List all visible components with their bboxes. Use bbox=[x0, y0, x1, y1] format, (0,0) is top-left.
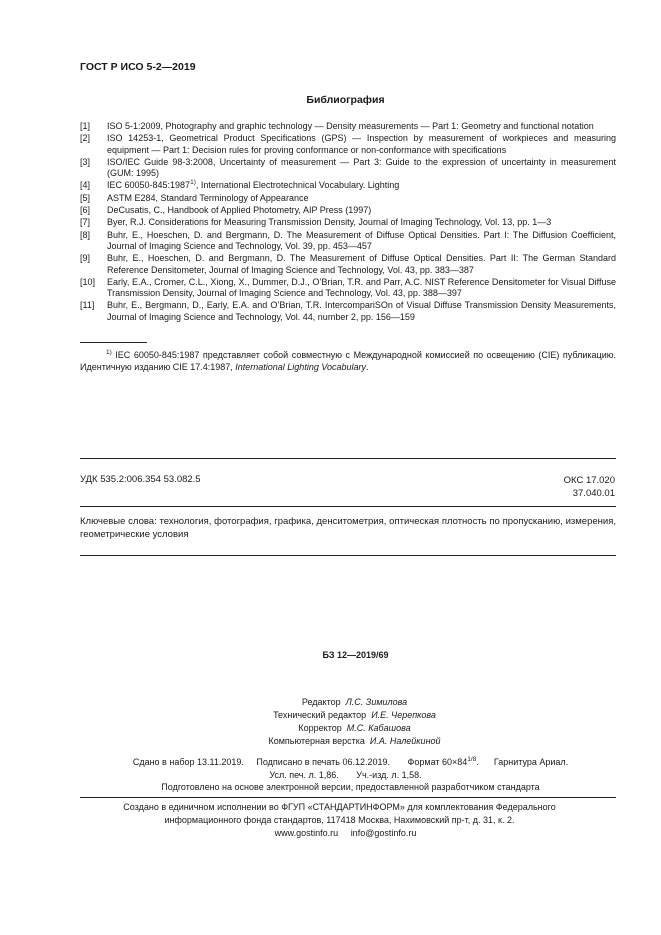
divider-bottom bbox=[80, 555, 616, 556]
reference-number: [10] bbox=[80, 276, 96, 287]
bz-number: БЗ 12—2019/69 bbox=[322, 650, 389, 660]
staff-layout bbox=[0, 735, 661, 748]
keywords: Ключевые слова: технология, фотография, графика, денситометрия, оптическая плотность по пропусканию, измерения, геометрические условия bbox=[80, 516, 616, 540]
footnote-reference: 1) bbox=[190, 179, 196, 187]
reference-text: ASTM E284, Standard Terminology of Appearance bbox=[107, 192, 309, 203]
staff-role: Компьютерная верстка bbox=[268, 736, 365, 746]
staff-name: М.С. Кабашова bbox=[346, 723, 411, 733]
document-code: ГОСТ Р ИСО 5-2—2019 bbox=[80, 61, 196, 73]
reference-text-main: IEC 60050-845:1987 bbox=[107, 180, 191, 191]
staff-name: И.Е. Черепкова bbox=[371, 710, 436, 720]
format-fraction: 1/8 bbox=[467, 756, 477, 763]
reference-number: [9] bbox=[80, 253, 91, 264]
footnote-divider bbox=[80, 342, 147, 343]
staff-role: Технический редактор bbox=[273, 710, 367, 720]
reference-number: [7] bbox=[80, 217, 91, 228]
bibliography-list bbox=[80, 121, 616, 324]
reference-text: ISO 5-1:2009, Photography and graphic technology — Density measurements — Part 1: Geometry and functional notation bbox=[107, 121, 594, 131]
reference-item bbox=[80, 193, 616, 204]
footnote-mark: 1) bbox=[106, 349, 112, 356]
reference-number: [6] bbox=[80, 205, 91, 216]
staff-name: И.А. Налейкиной bbox=[369, 736, 441, 746]
reference-item bbox=[80, 230, 616, 253]
reference-item bbox=[80, 180, 616, 191]
reference-number: [11] bbox=[80, 300, 95, 311]
typeface: Гарнитура Ариал. bbox=[493, 757, 569, 767]
publishing-line-3: Подготовлено на основе электронной версии, предоставленной разработчиком стандарта bbox=[161, 782, 540, 792]
reference-text: Buhr, E., Hoeschen, D. and Bergmann, D. The Measurement of Diffuse Optical Densities. Part II: The German Standard Reference Densitometer, Journal of Imaging Science and Technology, Vol. 43, pp. 383—387 bbox=[107, 253, 616, 275]
signed-date: Подписано в печать 06.12.2019. bbox=[256, 757, 391, 767]
reference-number: [5] bbox=[80, 192, 91, 203]
reference-text: DeCusatis, C., Handbook of Applied Photometry, AIP Press (1997) bbox=[107, 205, 372, 216]
footnote-end: . bbox=[366, 362, 369, 372]
reference-text bbox=[107, 180, 616, 191]
divider-top bbox=[80, 458, 616, 459]
reference-item bbox=[80, 157, 616, 180]
reference-text-rest: , International Electrotechnical Vocabulary. Lighting bbox=[195, 180, 400, 191]
divider-middle bbox=[80, 506, 616, 507]
oks-code bbox=[535, 474, 615, 500]
reference-text: ISO 14253-1, Geometrical Product Specifications (GPS) — Inspection by measurement of workpieces and measuring equipment — Part 1: Decision rules for proving conformance or non-conformance with specifications bbox=[107, 133, 616, 155]
footnote-italic: International Lighting Vocabulary bbox=[235, 362, 367, 372]
footnote-text: IEC 60050-845:1987 представляет собой совместную с Международной комиссией по освещению (CIE) публикацию. Идентичную изданию CIE 17.4:1987, bbox=[80, 350, 616, 372]
staff-editor bbox=[0, 696, 661, 709]
colophon-line-2: информационного фонда стандартов, 117418 Москва, Нахимовский пр-т, д. 31, к. 2. bbox=[164, 815, 515, 825]
reference-item bbox=[80, 133, 616, 156]
reference-text: Buhr, E., Hoeschen, D. and Bergmann, D. The Measurement of Diffuse Optical Densities. Part I: The Diffusion Coefficient, Journal of Imaging Science and Technology, Vol. 39, pp. 453—457 bbox=[107, 229, 616, 251]
oks-line-2: 37.040.01 bbox=[572, 488, 615, 499]
reference-number: [1] bbox=[80, 121, 91, 131]
reference-item bbox=[80, 277, 616, 300]
publishing-line-1 bbox=[0, 756, 661, 769]
reference-text: Byer, R.J. Considerations for Measuring Transmission Density, Journal of Imaging Technology, Vol. 13, pp. 1—3 bbox=[107, 217, 552, 228]
divider-colophon bbox=[80, 797, 616, 798]
reference-item bbox=[80, 205, 616, 216]
staff-role: Корректор bbox=[298, 723, 342, 733]
format: Формат 60×84 bbox=[407, 757, 468, 767]
reference-item bbox=[80, 253, 616, 276]
oks-line-1: ОКС 17.020 bbox=[563, 475, 615, 486]
publisher-sheets: Уч.-изд. л. 1,58. bbox=[356, 770, 422, 780]
reference-text: Buhr, E., Bergmann, D., Early, E.A. and O’Brian, T.R. IntercompariSOn of Visual Diffuse Transmission Density Measurements, Journal of Imaging Science and Technology, Vol. 44, number 2, pp. 156—159 bbox=[107, 300, 616, 322]
footnote bbox=[80, 349, 616, 373]
reference-number: [4] bbox=[80, 180, 91, 191]
print-sheets: Усл. печ. л. 1,86. bbox=[269, 770, 339, 780]
reference-number: [3] bbox=[80, 156, 91, 167]
staff-role: Редактор bbox=[301, 697, 341, 707]
submitted-date: Сдано в набор 13.11.2019. bbox=[132, 757, 244, 767]
staff-name: Л.С. Зимилова bbox=[345, 697, 408, 707]
colophon-links bbox=[0, 827, 661, 840]
reference-text: ISO/IEC Guide 98-3:2008, Uncertainty of measurement — Part 3: Guide to the expression of uncertainty in measurement (GUM: 1995) bbox=[107, 156, 616, 179]
format-end: . bbox=[476, 757, 479, 767]
staff-proofreader bbox=[0, 722, 661, 735]
bibliography-title: Библиография bbox=[306, 94, 385, 106]
reference-item bbox=[80, 121, 616, 132]
email-link[interactable]: info@gostinfo.ru bbox=[350, 828, 417, 838]
colophon-line-1: Создано в единичном исполнении во ФГУП «СТАНДАРТИНФОРМ» для комплектования Федерального bbox=[123, 802, 556, 812]
reference-item bbox=[80, 300, 616, 323]
reference-text: Early, E.A., Cromer, C.L., Xiong, X., Dummer, D.J., O’Brian, T.R. and Parr, A.C. NIST Reference Densitometer for Visual Diffuse Transmission Density, Journal of Imaging Science and Technology, Vol. 43, pp. 388—397 bbox=[107, 276, 616, 299]
staff-tech-editor bbox=[0, 709, 661, 722]
website-link[interactable]: www.gostinfo.ru bbox=[274, 828, 339, 838]
reference-item bbox=[80, 217, 616, 228]
reference-number: [8] bbox=[80, 229, 91, 240]
reference-number: [2] bbox=[80, 133, 91, 144]
udc-code: УДК 535.2:006.354 53.082.5 bbox=[80, 474, 201, 485]
